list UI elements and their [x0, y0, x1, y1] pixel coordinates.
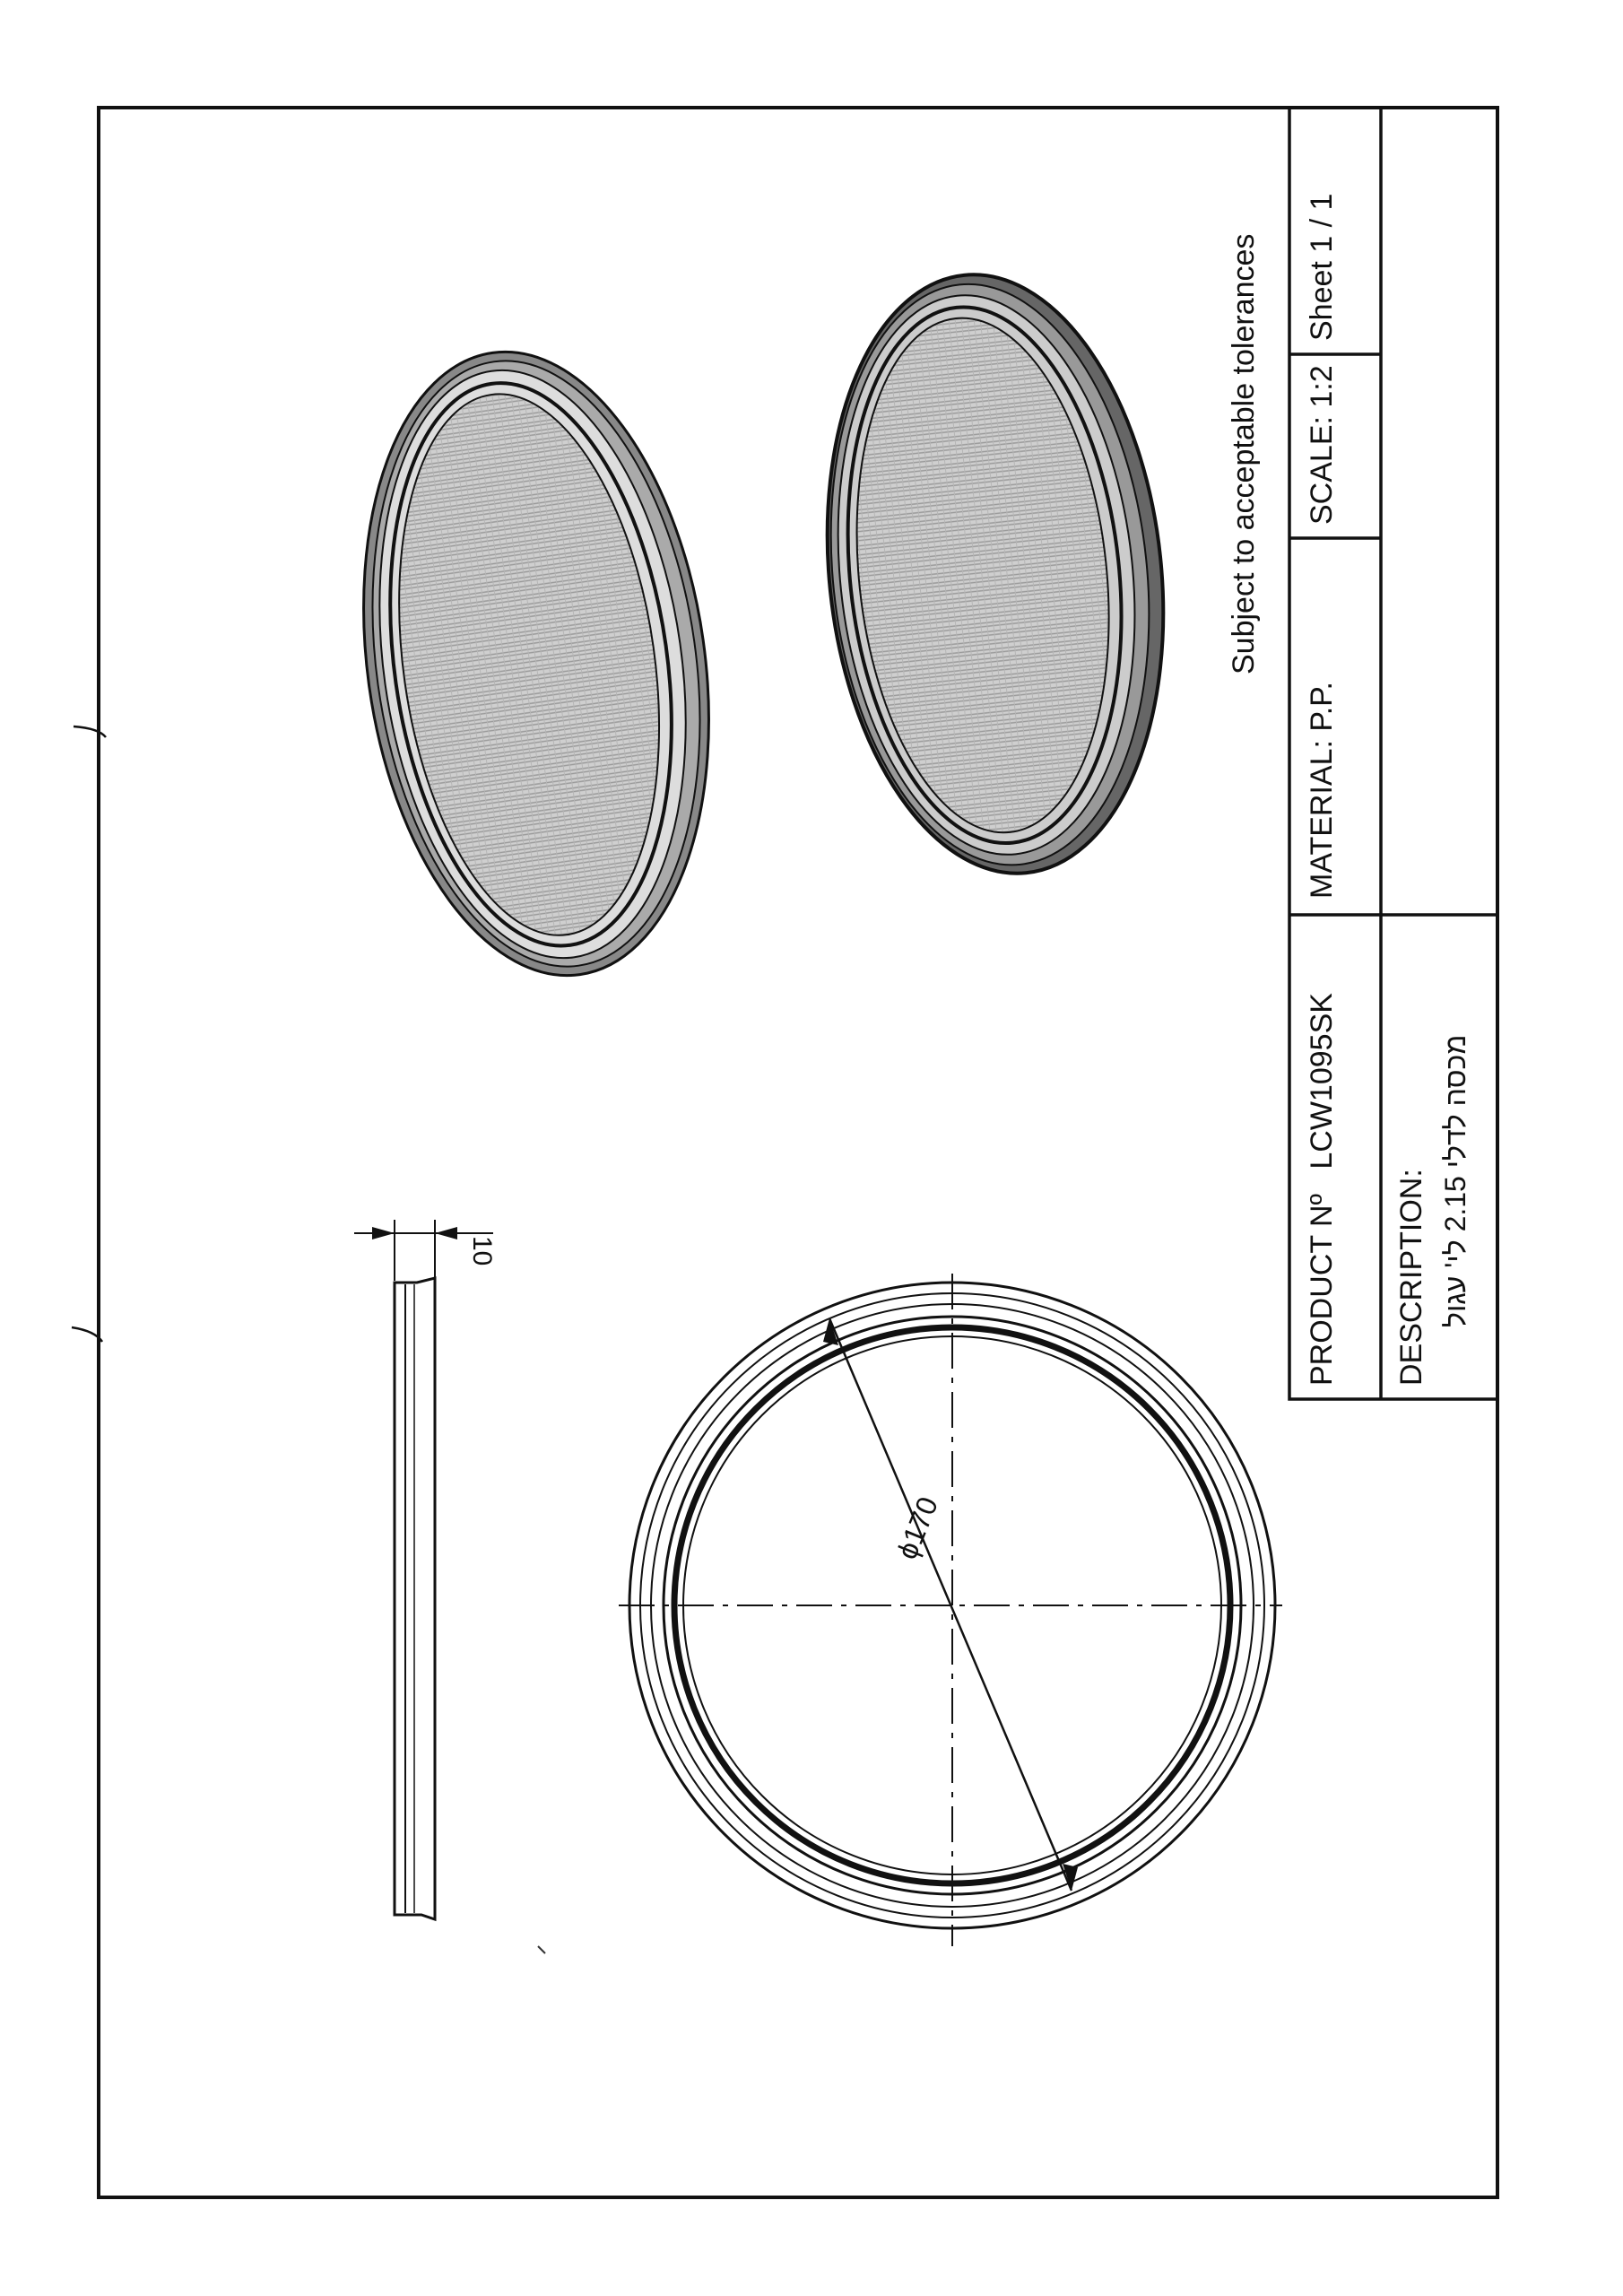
- tolerance-note: Subject to acceptable tolerances: [1227, 233, 1261, 674]
- drawing-frame: [99, 108, 1497, 2197]
- material-label: MATERIAL: P.P.: [1305, 682, 1339, 899]
- description-value: מכסה לדלי 2.15 לי' עגול: [1439, 1034, 1471, 1327]
- isometric-view-1: [325, 329, 747, 998]
- sheet-label: Sheet 1 / 1: [1305, 193, 1339, 341]
- thickness-dimension: 10: [467, 1236, 497, 1266]
- isometric-view-2: [799, 257, 1192, 890]
- side-view: [354, 1220, 493, 1919]
- product-number-label: [1305, 993, 1340, 1386]
- description-label: DESCRIPTION:: [1394, 1169, 1428, 1386]
- diameter-dimension: ϕ170: [890, 1492, 945, 1564]
- binding-mark: [74, 726, 106, 737]
- scale-label: SCALE: 1:2: [1305, 365, 1339, 525]
- product-number: LCW1095SK: [1305, 993, 1339, 1170]
- product-label: PRODUCT Nº: [1305, 1194, 1339, 1386]
- top-view: [619, 1274, 1282, 1946]
